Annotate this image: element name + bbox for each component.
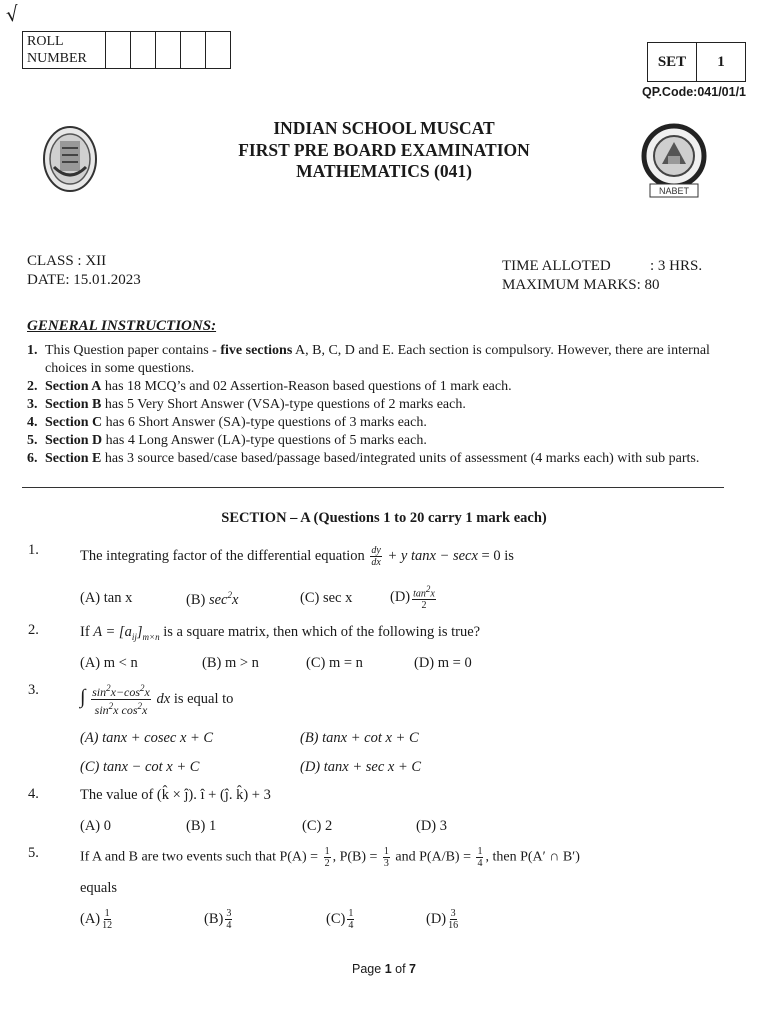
roll-cell: [181, 32, 206, 68]
option-c: (C) $\frac{1}{4}$: [326, 908, 354, 931]
instruction-item: 1. This Question paper contains - five sections A, B, C, D and E. Each section is compulsory. However, there are internal choices in some questions.: [27, 343, 710, 376]
option-b: (B) $\frac{3}{4}$: [204, 908, 232, 931]
option-d: (D) $\frac{\tan^2x}{2}$: [390, 584, 435, 612]
option-a: (A) tan x: [80, 590, 133, 606]
option-b: (B) m > n: [202, 655, 259, 671]
option-a: (A) $\frac{1}{12}$: [80, 908, 113, 931]
question-text: If $A = [a_{ij}]_{m\times n}$ is a square matrix, then which of the following is true?: [80, 624, 481, 642]
option-d: (D) m = 0: [414, 655, 472, 671]
exam-name: FIRST PRE BOARD EXAMINATION: [238, 139, 530, 160]
option-a: (A) m < n: [80, 655, 138, 671]
roll-number-box: [22, 31, 231, 69]
question-text: ∫ $\frac{\sin^2x-\cos^2x}{\sin^2x \cos^2x}$ dx is equal to: [80, 683, 234, 717]
class-date: [27, 252, 141, 290]
option-b: (B) tanx + cot x + C: [300, 730, 419, 746]
roll-cell: [206, 32, 230, 68]
instruction-item: 5. Section D has 4 Long Answer (LA)-type questions of 5 marks each.: [27, 433, 427, 448]
option-b: (B) 1: [186, 818, 217, 834]
set-value: 1: [717, 53, 725, 70]
option-c: (C) tanx − cot x + C: [80, 759, 200, 775]
exam-title: [0, 118, 768, 183]
section-heading: SECTION – A (Questions 1 to 20 carry 1 mark each): [221, 510, 547, 526]
time-label: TIME ALLOTED: [502, 258, 611, 274]
option-b: (B) $\sec^2x$: [186, 590, 239, 608]
question-number: 1.: [28, 542, 39, 558]
time-marks: [502, 257, 702, 295]
roll-cell: [131, 32, 156, 68]
question-text: The value of (k̂ × ĵ). î + (ĵ. k̂) + 3: [80, 787, 271, 803]
roll-cell: [156, 32, 181, 68]
question-text: If A and B are two events such that P(A) = $\frac{1}{2}$ , P(B) = $\frac{1}{3}$ and P(A/B) = $\frac{1}{4}$ , then P(A′ ∩ B′): [80, 846, 580, 869]
qp-code: QP.Code:041/01/1: [642, 85, 746, 99]
roll-cell: [106, 32, 131, 68]
option-d: (D) 3: [416, 818, 448, 834]
option-c: (C) m = n: [306, 655, 363, 671]
page-number: Page 1 of 7: [352, 962, 416, 976]
set-label: SET: [648, 43, 697, 81]
date-label: DATE: 15.01.2023: [27, 272, 141, 288]
svg-text:NABET: NABET: [658, 186, 690, 196]
option-d: (D) $\frac{3}{16}$: [426, 908, 459, 931]
question-number: 2.: [28, 622, 39, 638]
question-number: 5.: [28, 845, 39, 861]
question-number: 4.: [28, 786, 39, 802]
time-value: : 3 HRS.: [650, 258, 703, 274]
school-name: INDIAN SCHOOL MUSCAT: [273, 118, 495, 138]
option-c: (C) sec x: [300, 590, 353, 606]
instructions-heading: GENERAL INSTRUCTIONS:: [27, 318, 217, 334]
subject-name: MATHEMATICS (041): [296, 161, 472, 181]
option-d: (D) tanx + sec x + C: [300, 759, 422, 775]
question-text-continued: equals: [80, 880, 118, 896]
question-number: 3.: [28, 682, 39, 698]
roll-number-label: ROLL NUMBER: [23, 32, 106, 68]
question-text: The integrating factor of the differential equation $\frac{dy}{dx}$ + y tanx − secx = 0 is: [80, 545, 514, 568]
instructions-list: [27, 342, 727, 468]
instruction-item: 4. Section C has 6 Short Answer (SA)-type questions of 3 marks each.: [27, 415, 427, 430]
class-label: CLASS : XII: [27, 253, 107, 269]
option-a: (A) tanx + cosec x + C: [80, 730, 214, 746]
option-c: (C) 2: [302, 818, 333, 834]
instruction-item: 2. Section A has 18 MCQ’s and 02 Assertion-Reason based questions of 1 mark each.: [27, 379, 512, 394]
check-mark: √: [4, 1, 21, 27]
dy-dx-fraction: $\frac{dy}{dx}$: [371, 545, 381, 568]
instruction-item: 6. Section E has 3 source based/case based/passage based/integrated units of assessment (4 marks each) with sub parts.: [27, 451, 700, 466]
set-box: [647, 42, 746, 82]
option-a: (A) 0: [80, 818, 112, 834]
divider: [22, 487, 724, 488]
instruction-item: 3. Section B has 5 Very Short Answer (VSA)-type questions of 2 marks each.: [27, 397, 466, 412]
max-marks: MAXIMUM MARKS: 80: [502, 277, 660, 293]
